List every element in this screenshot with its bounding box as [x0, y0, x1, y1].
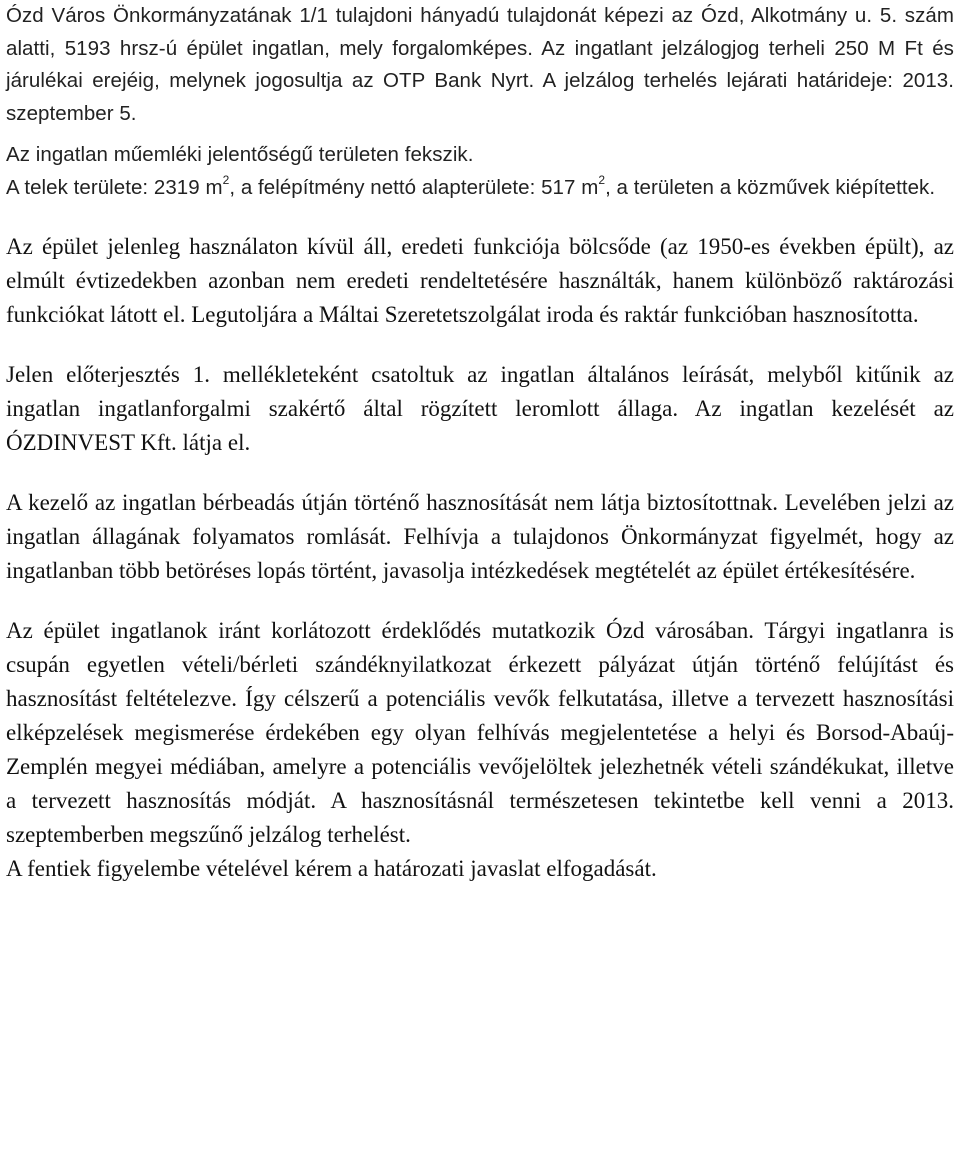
- paragraph-market-interest: Az épület ingatlanok iránt korlátozott érdeklődés mutatkozik Ózd városában. Tárgyi ingatlanra is csupán egyetlen vételi/bérleti szándéknyilatkozat érkezett pályázat útján történő felújítást és hasznosítást feltételezve. Így célszerű a potenciális vevők felkutatása, illetve a tervezett hasznosítási elképzelések megismerése érdekében egy olyan felhívás megjelentetése a helyi és Borsod-Abaúj-Zemplén megyei médiában, amelyre a potenciális vevőjelöltek jelezhetnék vételi szándékukat, illetve a tervezett hasznosítás módját. A hasznosításnál természetesen tekintetbe kell venni a 2013. szeptemberben megszűnő jelzálog terhelést.: [6, 618, 954, 847]
- building-area-text: , a felépítmény nettó alapterülete: 517 m: [229, 175, 599, 199]
- paragraph-plot-area: [6, 172, 954, 205]
- plot-area-text: A telek területe: 2319 m: [6, 175, 223, 199]
- paragraph-manager-letter: A kezelő az ingatlan bérbeadás útján történő hasznosítását nem látja biztosítottnak. Levelében jelzi az ingatlan állagának folyamatos romlását. Felhívja a tulajdonos Önkormányzat figyelmét, hogy az ingatlanban több betöréses lopás történt, javasolja intézkedések megtételét az épület értékesítésére.: [6, 490, 954, 583]
- paragraph-heritage-area: Az ingatlan műemléki jelentőségű területen fekszik.: [6, 143, 474, 166]
- paragraph-closing-request: A fentiek figyelembe vételével kérem a határozati javaslat elfogadását.: [6, 856, 657, 881]
- paragraph-property-ownership: Ózd Város Önkormányzatának 1/1 tulajdoni hányadú tulajdonát képezi az Ózd, Alkotmány u. 5. szám alatti, 5193 hrsz-ú épület ingatlan, mely forgalomképes. Az ingatlant jelzálogjog terheli 250 M Ft és járulékai erejéig, melynek jogosultja az OTP Bank Nyrt. A jelzálog terhelés lejárati határideje: 2013. szeptember 5.: [6, 4, 954, 125]
- paragraph-building-history: Az épület jelenleg használaton kívül áll, eredeti funkciója bölcsőde (az 1950-es években épült), az elmúlt évtizedekben azonban nem eredeti rendeltetésére használták, hanem különböző raktározási funkciókat látott el. Legutoljára a Máltai Szeretetszolgálat iroda és raktár funkcióban hasznosította.: [6, 234, 954, 327]
- document-page: [6, 0, 954, 886]
- paragraph-attachment: Jelen előterjesztés 1. mellékleteként csatoltuk az ingatlan általános leírását, melyből kitűnik az ingatlan ingatlanforgalmi szakértő által rögzített leromlott állaga. Az ingatlan kezelését az ÓZDINVEST Kft. látja el.: [6, 362, 954, 455]
- superscript-two: 2: [598, 172, 606, 187]
- utilities-text: , a területen a közművek kiépítettek.: [605, 175, 936, 199]
- superscript-two: 2: [222, 172, 230, 187]
